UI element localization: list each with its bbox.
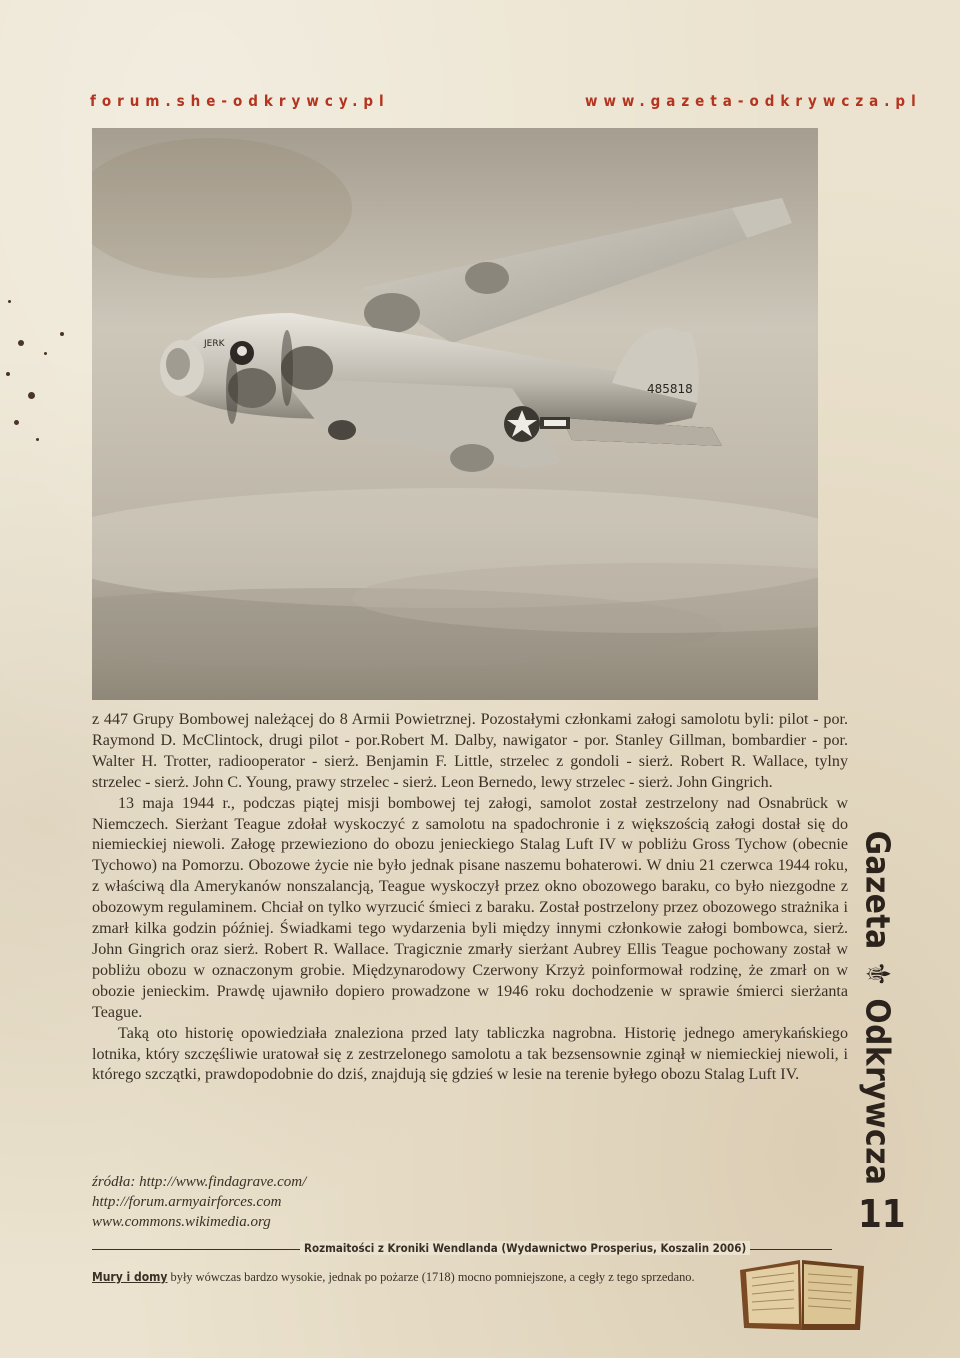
sources-block — [92, 1172, 492, 1232]
article-paragraph-crew: z 447 Grupy Bombowej należącej do 8 Armii Powietrznej. Pozostałymi członkami załogi samolotu byli: pilot - por. Raymond D. McClintock, drugi pilot - por.Robert M. Dalby, nawigator - por. Stanley Gillman, bombardier - por. Walter H. Trotter, radiooperator - sierż. Benjamin F. Little, strzelec z gondoli - sierż. Robert R. Wallace, tylny strzelec - sierż. John C. Young, prawy strzelec - sierż. Leon Bernedo, lewy strzelec - sierż. John Gingrich. — [92, 711, 848, 791]
chronicle-note-lead: Mury i domy — [92, 1270, 168, 1284]
footer-section-label: Rozmaitości z Kroniki Wendlanda (Wydawnictwo Prosperius, Koszalin 2006) — [300, 1241, 750, 1255]
chronicle-note-text: były wówczas bardzo wysokie, jednak po pożarze (1718) mocno pomniejszone, a cegły z tego sprzedano. — [167, 1270, 695, 1284]
page-number: 11 — [858, 1192, 906, 1236]
header-forum-url[interactable]: forum.she-odkrywcy.pl — [90, 92, 390, 110]
old-book-icon — [736, 1250, 868, 1336]
bomber-photo — [92, 128, 818, 700]
svg-text:485818: 485818 — [647, 382, 693, 396]
source-line-wikimedia[interactable]: www.commons.wikimedia.org — [92, 1214, 271, 1230]
source-line-armyairforces[interactable]: http://forum.armyairforces.com — [92, 1194, 282, 1210]
article-body — [92, 710, 848, 1086]
article-paragraph-mission: 13 maja 1944 r., podczas piątej misji bombowej tej załogi, samolot został zestrzelony nad Osnabrück w Niemczech. Sierżant Teague zdołał wyskoczyć z samolotu na spadochronie i z większością załogi dostał się do niemieckiej niewoli. Załogę przewieziono do obozu jenieckiego Stalag Luft IV w pobliżu Gross Tychow (obecnie Tychowo) na Pomorzu. Obozowe życie nie było jednak pisane naszemu bohaterowi. W dniu 21 czerwca 1944 roku, z właściwą dla Amerykanów nonszalancją, Teague wyskoczył przez okno obozowego baraku, co było niezgodne z obozowym regulaminem. Chciał on tylko wyrzucić śmieci z baraku. Został postrzelony przez obozowego strażnika i zmarł kilka godzin później. Świadkami tego wydarzenia byli między innymi członkowie załogi bombowca, sierż. John Gingrich oraz sierż. Robert R. Wallace. Tragicznie zmarły sierżant Aubrey Ellis Teague pochowany został w pobliżu obozu w oznaczonym grobie. Międzynarodowy Czerwony Krzyż poinformował rodzinę, że zmarł on w obozie jenieckim. Prawdę ujawniło dopiero prowadzone w 1946 roku dochodzenie w sprawie śmierci sierżanta Teague. — [92, 794, 848, 1021]
chronicle-note — [92, 1270, 732, 1285]
header-magazine-url[interactable]: www.gazeta-odkrywcza.pl — [585, 92, 922, 110]
magazine-side-title — [858, 830, 898, 1186]
article-paragraph-conclusion: Taką oto historię opowiedziała znaleziona przed laty tabliczka nagrobna. Historię jednego amerykańskiego lotnika, który szczęśliwie uratował się z zestrzelonego samolotu a tak bezsensownie zginął w niemieckiej niewoli, i którego szczątki, prawdopodobnie do dziś, znajdują się gdzieś w lesie na terenie byłego obozu Stalag Luft IV. — [92, 1024, 848, 1084]
magazine-logo-text: Gazeta ⚜ Odkrywcza — [858, 830, 898, 1186]
source-line-findagrave[interactable]: źródła: http://www.findagrave.com/ — [92, 1174, 307, 1190]
svg-text:JERK: JERK — [204, 339, 225, 349]
